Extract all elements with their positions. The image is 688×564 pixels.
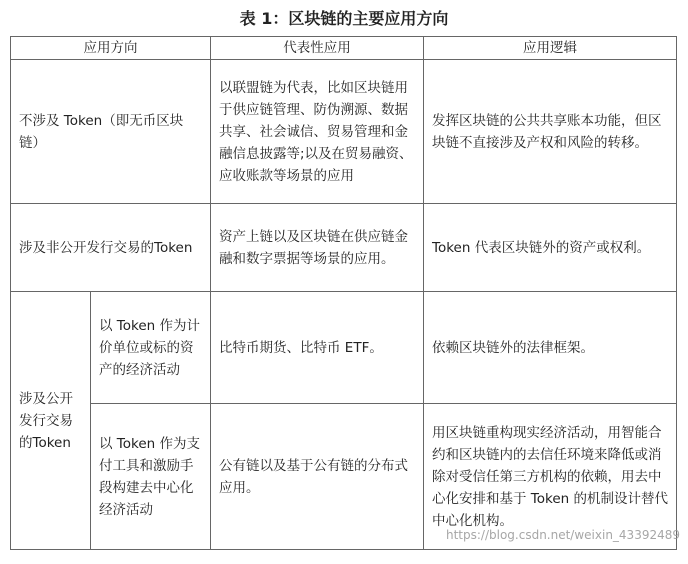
logic-cell: 用区块链重构现实经济活动，用智能合约和区块链内的去信任环境来降低或消除对受信任第三方机构的依赖，用去中心化安排和基于 Token 的机制设计替代中心化机构。	[424, 404, 677, 550]
subdirection-cell: 以 Token 作为支付工具和激励手段构建去中心化经济活动	[91, 404, 211, 550]
application-cell: 资产上链以及区块链在供应链金融和数字票据等场景的应用。	[211, 204, 424, 292]
table-row	[11, 204, 677, 292]
watermark: https://blog.csdn.net/weixin_43392489	[445, 528, 680, 542]
application-table	[10, 36, 677, 550]
header-row	[11, 37, 677, 60]
logic-cell: 发挥区块链的公共共享账本功能，但区块链不直接涉及产权和风险的转移。	[424, 60, 677, 204]
header-logic: 应用逻辑	[424, 37, 677, 60]
group-direction-cell: 涉及公开发行交易的Token	[11, 292, 91, 550]
direction-cell: 不涉及 Token（即无币区块链）	[11, 60, 211, 204]
table-row	[11, 292, 677, 404]
direction-cell: 涉及非公开发行交易的Token	[11, 204, 211, 292]
header-direction: 应用方向	[11, 37, 211, 60]
table-row	[11, 60, 677, 204]
application-cell: 以联盟链为代表，比如区块链用于供应链管理、防伪溯源、数据共享、社会诚信、贸易管理和金融信息披露等;以及在贸易融资、应收账款等场景的应用	[211, 60, 424, 204]
logic-cell: Token 代表区块链外的资产或权利。	[424, 204, 677, 292]
subdirection-cell: 以 Token 作为计价单位或标的资产的经济活动	[91, 292, 211, 404]
application-cell: 公有链以及基于公有链的分布式应用。	[211, 404, 424, 550]
table-title: 表 1：区块链的主要应用方向	[239, 9, 449, 28]
logic-cell: 依赖区块链外的法律框架。	[424, 292, 677, 404]
application-cell: 比特币期货、比特币 ETF。	[211, 292, 424, 404]
header-application: 代表性应用	[211, 37, 424, 60]
